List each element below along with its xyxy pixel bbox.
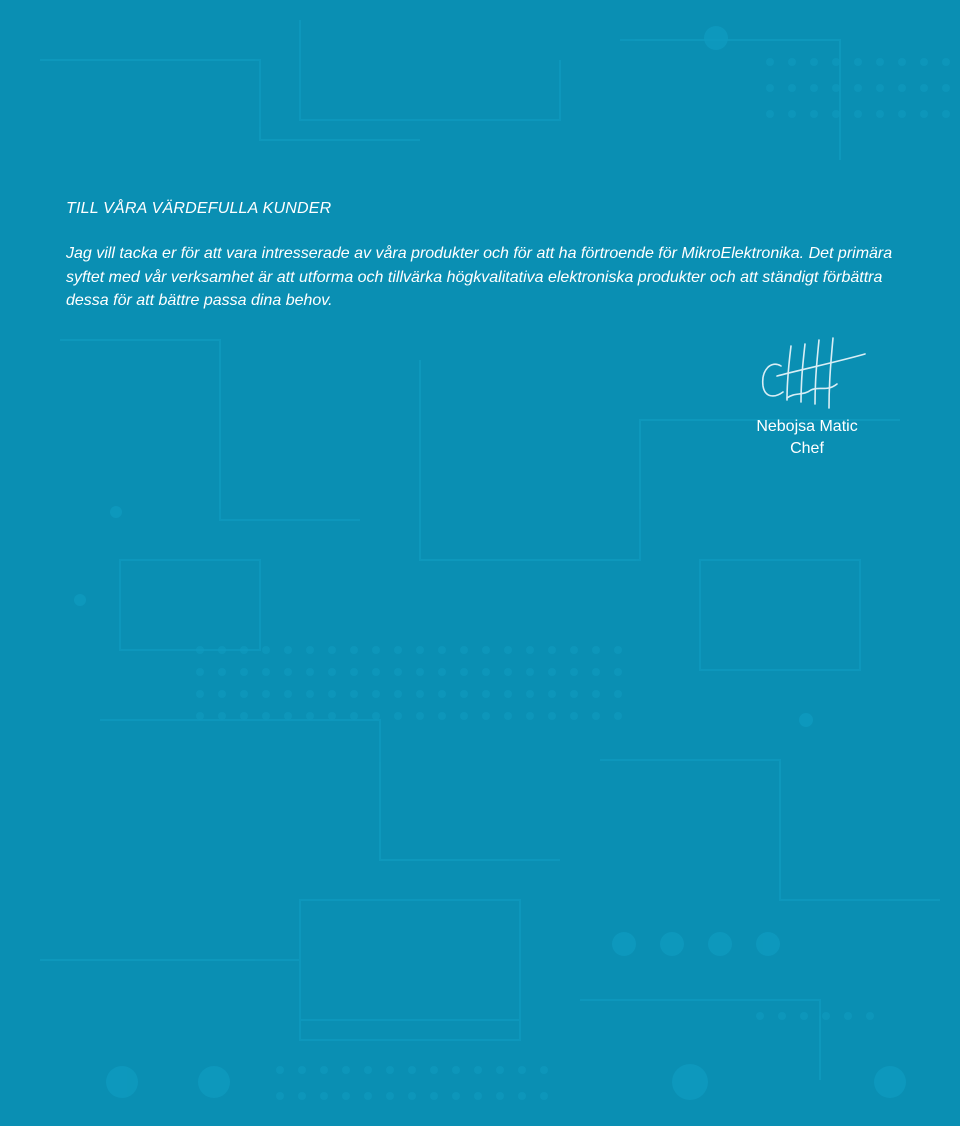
signer-name: Nebojsa Matic — [756, 418, 858, 435]
letter-block — [66, 198, 926, 313]
letter-paragraph-2: Det primära syftet med vår verksamhet är att utforma och tillvärka högkvalitativa elektroniska produkter och att ständigt förbättra dessa för att bättre passa dina behov. — [66, 245, 893, 309]
letter-heading: TILL VÅRA VÄRDEFULLA KUNDER — [66, 200, 332, 217]
letter-paragraph-1: Jag vill tacka er för att vara intresserade av våra produkter och för att ha förtroende för MikroElektronika. — [66, 245, 805, 262]
letter-body — [66, 242, 926, 313]
handwritten-signature — [747, 336, 867, 412]
signer-title: Chef — [790, 440, 824, 457]
signature-block — [740, 336, 874, 460]
